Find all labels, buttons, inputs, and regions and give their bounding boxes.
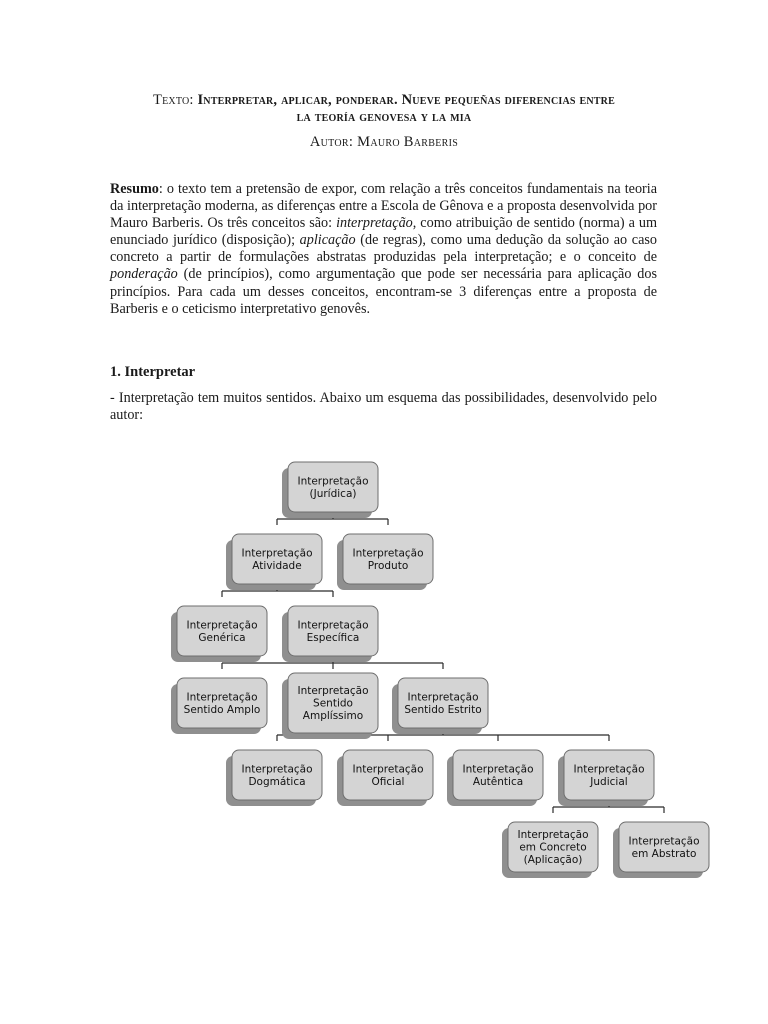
abstract-text-1: : o texto tem a pretensão de expor, com relação a três conceitos fundamentais na teoria da interpretação moderna, as diferenças entre a Escola de Gênova e a proposta desenvolvida por Mauro Barberis. Os três conceitos são: <box>110 181 657 232</box>
node-label-line: Interpretação <box>186 619 258 632</box>
node-label-line: Interpretação <box>462 763 534 776</box>
node-label-line: Interpretação <box>573 763 645 776</box>
node-oficial <box>337 750 433 806</box>
node-em-abstrato <box>613 822 709 878</box>
node-label-line: Genérica <box>198 631 246 644</box>
node-label-line: Autêntica <box>472 775 524 788</box>
document-author: Autor: Mauro Barberis <box>309 134 459 150</box>
node-em-concreto <box>502 822 598 878</box>
node-label-line: Interpretação <box>297 685 369 697</box>
node-label-line: Atividade <box>252 559 302 572</box>
node-label-line: Interpretação <box>241 547 313 560</box>
abstract-term-aplicacao: aplicação <box>299 232 356 249</box>
node-label-line: (Aplicação) <box>523 854 583 866</box>
node-label-line: (Jurídica) <box>309 487 357 500</box>
node-produto <box>337 534 433 590</box>
node-label-line: Interpretação <box>352 547 424 560</box>
node-especifica <box>282 606 378 662</box>
abstract-term-interpretacao: interpretação <box>336 215 413 232</box>
node-label-line: Sentido Amplo <box>183 703 261 716</box>
node-label-line: Interpretação <box>407 691 479 704</box>
node-label-line: Sentido Estrito <box>404 703 482 716</box>
node-label-line: Produto <box>367 559 409 572</box>
abstract-label: Resumo <box>110 181 159 197</box>
title-prefix: Texto: <box>153 92 194 108</box>
node-label-line: Dogmática <box>248 775 306 788</box>
abstract-text-2: , como atribuição de sentido (norma) a um enunciado jurídico (disposição); <box>110 215 657 249</box>
node-sentido-amplissimo <box>282 673 378 739</box>
section-heading: 1. Interpretar <box>110 364 196 380</box>
node-label-line: Amplíssimo <box>302 710 364 722</box>
abstract-text-4: (de princípios), como argumentação que pode ser necessária para aplicação dos princípios. Para cada um desses conceitos, encontram-se 3 diferenças entre a proposta de Barberis e o ceticismo interpretativo genovês. <box>110 266 657 317</box>
node-label-line: Oficial <box>371 775 405 788</box>
node-label-line: Interpretação <box>186 691 258 704</box>
node-label-line: Judicial <box>590 775 628 788</box>
node-atividade <box>226 534 322 590</box>
title-line2: la teoría genovesa y la mia <box>296 109 472 125</box>
node-label-line: Interpretação <box>297 475 369 488</box>
node-juridica <box>282 462 378 518</box>
node-label-line: Interpretação <box>517 829 589 841</box>
node-sentido-estrito <box>392 678 488 734</box>
node-label-line: Interpretação <box>297 619 369 632</box>
node-sentido-amplo <box>171 678 267 734</box>
node-label-line: Interpretação <box>241 763 313 776</box>
node-label-line: Sentido <box>313 697 353 710</box>
node-dogmatica <box>226 750 322 806</box>
abstract-term-ponderacao: ponderação <box>110 266 178 283</box>
node-label-line: em Concreto <box>519 841 587 854</box>
section-intro: - Interpretação tem muitos sentidos. Abaixo um esquema das possibilidades, desenvolvido pelo autor: <box>110 390 657 423</box>
node-label-line: em Abstrato <box>631 847 697 860</box>
node-judicial <box>558 750 654 806</box>
node-label-line: Interpretação <box>352 763 424 776</box>
node-label-line: Específica <box>306 631 360 644</box>
node-autentica <box>447 750 543 806</box>
title-main: Interpretar, aplicar, ponderar. Nueve pequeñas diferencias entre <box>197 92 615 108</box>
abstract-text-3: (de regras), como uma dedução da solução ao caso concreto a partir de formulações abstratas produzidas pela interpretação; e o conceito de <box>110 232 657 266</box>
node-generica <box>171 606 267 662</box>
node-label-line: Interpretação <box>628 835 700 848</box>
